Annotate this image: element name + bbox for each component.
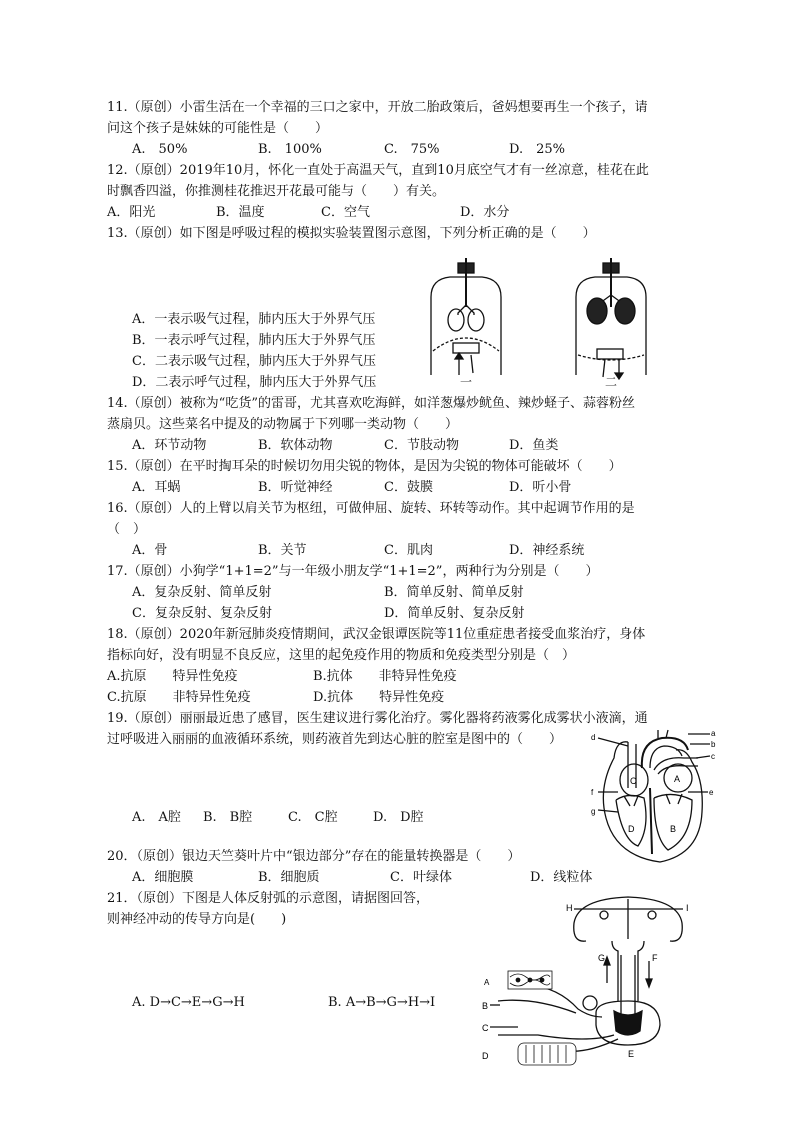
q13-option-a: A．一表示吸气过程，肺内压大于外界气压 — [132, 312, 376, 327]
q11-stem-line2: 问这个孩子是妹妹的可能性是（ ） — [107, 121, 329, 136]
q21-option-b: B. A→B→G→H→I — [328, 995, 436, 1010]
q18-stem-line1: 18.（原创）2020年新冠肺炎疫情期间，武汉金银谭医院等11位重症患者接受血浆治疗，身体 — [107, 627, 646, 642]
q13-option-d: D．二表示呼气过程，肺内压大于外界气压 — [132, 375, 377, 390]
reflex-label-g: G — [598, 953, 606, 963]
q17-option-c: C．复杂反射、复杂反射 — [132, 606, 272, 621]
q20-option-a: A．细胞膜 — [132, 870, 194, 885]
q14-option-a: A．环节动物 — [132, 438, 207, 453]
q19-option-d: D. D腔 — [373, 810, 424, 825]
reflex-label-d: D — [482, 1051, 489, 1061]
q14-option-b: B．软体动物 — [258, 438, 333, 453]
q16-option-c: C．肌肉 — [384, 543, 433, 558]
heart-label-d: d — [591, 733, 596, 742]
q13-stem: 13.（原创）如下图是呼吸过程的模拟实验装置图示意图，下列分析正确的是（ ） — [107, 226, 596, 241]
reflex-label-a: A — [484, 978, 490, 987]
q17-option-a: A．复杂反射、简单反射 — [132, 585, 272, 600]
reflex-label-i: I — [686, 903, 689, 913]
heart-label-b-small: b — [711, 740, 716, 749]
q20-option-b: B．细胞质 — [258, 870, 320, 885]
q18-option-b: B.抗体 非特异性免疫 — [313, 669, 457, 684]
receptor-skin — [508, 971, 552, 989]
q14-stem-line2: 蒸扇贝。这些菜名中提及的动物属于下列哪一类动物（ ） — [107, 417, 459, 432]
reflex-label-f: F — [652, 953, 658, 963]
q19-stem-line2: 过呼吸进入丽丽的血液循环系统，则药液首先到达心脏的腔室是图中的（ ） — [107, 732, 563, 747]
q20-option-d: D．线粒体 — [530, 870, 593, 885]
heart-label-c-small: c — [711, 752, 715, 761]
q19-option-b: B. B腔 — [203, 810, 253, 825]
q21-stem-line1: 21．（原创）下图是人体反射弧的示意图，请据图回答， — [107, 891, 430, 906]
q16-option-d: D．神经系统 — [509, 543, 585, 558]
q18-option-a: A.抗原 特异性免疫 — [107, 669, 238, 684]
heart-chamber-c: C — [630, 776, 637, 786]
q17-stem: 17.（原创）小狗学“1+1=2”与一年级小朋友学“1+1=2”，两种行为分别是（ ） — [107, 564, 599, 579]
q12-stem-line2: 时飘香四溢，你推测桂花推迟开花最可能与（ ）有关。 — [107, 184, 446, 199]
q12-stem-line1: 12.（原创）2019年10月，怀化一直处于高温天气，直到10月底空气才有一丝凉意，桂花在此 — [107, 163, 649, 178]
heart-chamber-d: D — [628, 824, 635, 834]
reflex-label-h: H — [566, 903, 573, 913]
q12-option-a: A．阳光 — [107, 205, 156, 220]
reflex-label-b: B — [482, 1001, 489, 1011]
reflex-arc-figure — [478, 893, 710, 1073]
effector-muscle — [518, 1043, 576, 1065]
q18-stem-line2: 指标向好，没有明显不良反应，这里的起免疫作用的物质和免疫类型分别是（ ） — [107, 648, 576, 663]
q20-option-c: C．叶绿体 — [390, 870, 452, 885]
breathing-model-jar-2 — [576, 258, 646, 379]
heart-label-a-small: a — [711, 729, 716, 738]
q17-option-b: B．简单反射、简单反射 — [384, 585, 524, 600]
breathing-model-jar-1 — [431, 258, 501, 375]
q19-option-a: A. A腔 — [132, 810, 181, 825]
breathing-model-figure — [425, 255, 670, 387]
q14-option-d: D．鱼类 — [509, 438, 559, 453]
q16-option-a: A．骨 — [132, 543, 168, 558]
q15-option-b: B．听觉神经 — [258, 480, 333, 495]
heart-label-g: g — [591, 807, 596, 816]
q11-option-b: B. 100% — [258, 142, 322, 157]
q15-stem: 15.（原创）在平时掏耳朵的时候切勿用尖锐的物体，是因为尖锐的物体可能破坏（ ） — [107, 459, 622, 474]
q21-option-a: A. D→C→E→G→H — [132, 995, 245, 1010]
reflex-label-e: E — [628, 1049, 635, 1059]
q12-option-b: B．温度 — [216, 205, 265, 220]
q13-option-c: C．二表示吸气过程，肺内压大于外界气压 — [132, 354, 376, 369]
heart-label-f: f — [591, 788, 594, 797]
q11-option-c: C. 75% — [384, 142, 440, 157]
q19-option-c: C. C腔 — [288, 810, 338, 825]
q14-option-c: C．节肢动物 — [384, 438, 459, 453]
jar-2-label: 二 — [605, 375, 618, 387]
heart-chamber-b: B — [670, 824, 677, 834]
q14-stem-line1: 14.（原创）被称为“吃货”的雷哥，尤其喜欢吃海鲜，如洋葱爆炒鱿鱼、辣炒蛏子、蒜蓉粉丝 — [107, 396, 635, 411]
q12-option-d: D．水分 — [460, 205, 510, 220]
q18-option-d: D.抗体 特异性免疫 — [313, 690, 445, 705]
q11-stem-line1: 11.（原创）小雷生活在一个幸福的三口之家中，开放二胎政策后，爸妈想要再生一个孩子，请 — [107, 100, 648, 115]
jar-1-label: 一 — [460, 375, 473, 387]
q16-stem-line2: （ ） — [107, 522, 147, 537]
q16-option-b: B．关节 — [258, 543, 307, 558]
q17-option-d: D．简单反射、复杂反射 — [384, 606, 525, 621]
q15-option-d: D．听小骨 — [509, 480, 572, 495]
q21-stem-line2: 则神经冲动的传导方向是( ) — [107, 912, 287, 927]
q15-option-a: A．耳蜗 — [132, 480, 181, 495]
reflex-label-c: C — [482, 1023, 489, 1033]
q12-option-c: C．空气 — [321, 205, 370, 220]
q16-stem-line1: 16.（原创）人的上臂以肩关节为枢纽，可做伸屈、旋转、环转等动作。其中起调节作用的是 — [107, 501, 635, 516]
q11-option-a: A. 50% — [132, 142, 188, 157]
q19-stem-line1: 19.（原创）丽丽最近患了感冒，医生建议进行雾化治疗。雾化器将药液雾化成雾状小液滴，通 — [107, 711, 648, 726]
q18-option-c: C.抗原 非特异性免疫 — [107, 690, 251, 705]
q20-stem: 20．（原创）银边天竺葵叶片中“银边部分”存在的能量转换器是（ ） — [107, 849, 521, 864]
q13-option-b: B．一表示呼气过程，肺内压大于外界气压 — [132, 333, 376, 348]
q15-option-c: C．鼓膜 — [384, 480, 433, 495]
q11-option-d: D. 25% — [509, 142, 565, 157]
heart-label-e: e — [709, 788, 714, 797]
heart-chamber-a: A — [674, 774, 681, 784]
heart-diagram — [588, 728, 718, 866]
